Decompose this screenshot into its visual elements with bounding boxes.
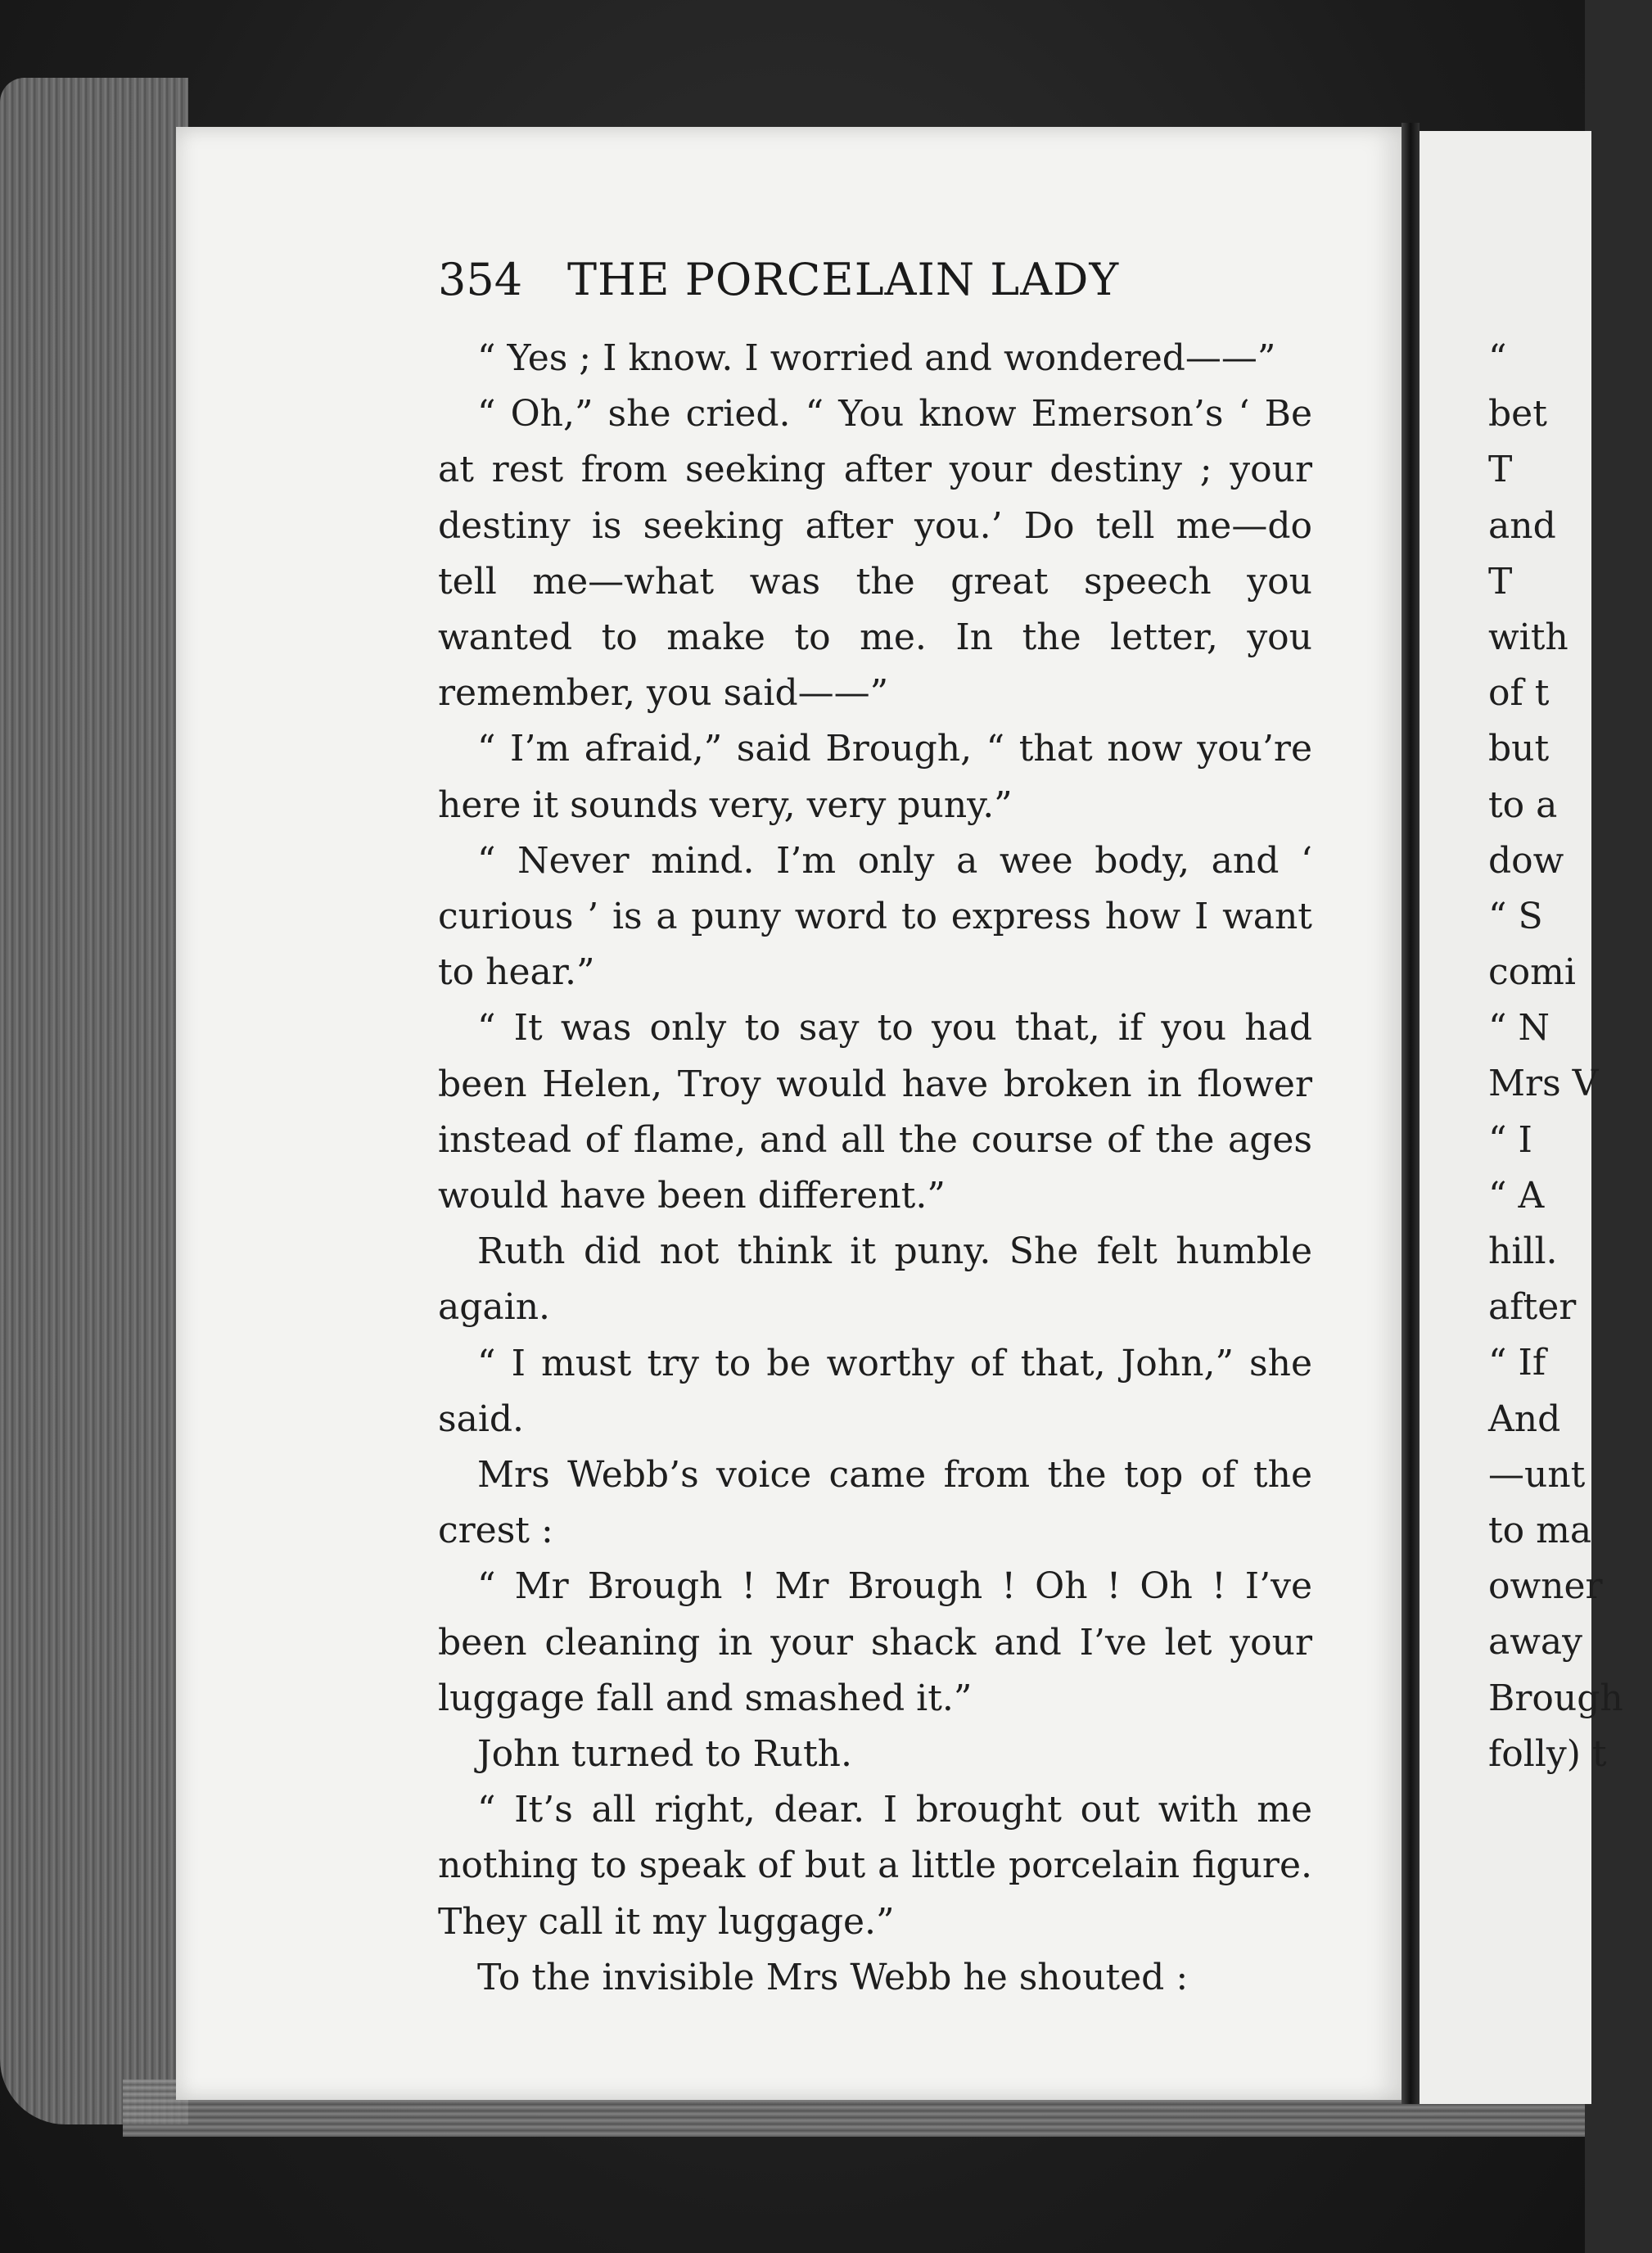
paragraph: “ Mr Brough ! Mr Brough ! Oh ! Oh ! I’ve been cleaning in your shack and I’ve let your luggage fall and smashed it.”	[438, 1565, 1312, 1719]
facing-page-text	[1488, 331, 1652, 1782]
paragraph: “ It’s all right, dear. I brought out with me nothing to speak of but a little porcelain figure. They call it my luggage.”	[438, 1789, 1312, 1943]
facing-page-line: “ If	[1488, 1342, 1546, 1384]
facing-page-line: “ S	[1488, 895, 1543, 937]
running-title: THE PORCELAIN LADY	[567, 254, 1120, 305]
facing-page-line: Mrs V	[1488, 1063, 1599, 1105]
facing-page-line: to a	[1488, 783, 1558, 826]
facing-page-line: but	[1488, 728, 1550, 770]
facing-page-line: bet	[1488, 393, 1547, 436]
facing-page-line: Brough	[1488, 1677, 1623, 1719]
paragraph: Ruth did not think it puny. She felt humble again.	[438, 1230, 1312, 1329]
paragraph: “ It was only to say to you that, if you had been Helen, Troy would have broken in flower instead of flame, and all the course of the ages would have been different.”	[438, 1007, 1312, 1217]
facing-page-line: —unt	[1488, 1453, 1586, 1496]
facing-page-line: dow	[1488, 839, 1564, 882]
facing-page-line: comi	[1488, 951, 1576, 994]
facing-page-line: folly) t	[1488, 1732, 1607, 1775]
paragraph: To the invisible Mrs Webb he shouted :	[477, 1956, 1189, 1998]
facing-page-line: to ma	[1488, 1509, 1592, 1551]
book-page-edges	[0, 78, 188, 2124]
facing-page-line: with	[1488, 616, 1568, 658]
facing-page-line: hill.	[1488, 1230, 1558, 1272]
facing-page-line: T	[1488, 449, 1513, 491]
paragraph: “ Oh,” she cried. “ You know Emerson’s ‘ Be at rest from seeking after your destiny ; your destiny is seeking after you.’ Do tell me—do tell me—what was the great speech you wanted to make to me. In the letter, you remember, you said——”	[438, 393, 1312, 715]
facing-page-line: after	[1488, 1286, 1577, 1329]
paragraph: John turned to Ruth.	[477, 1733, 853, 1776]
facing-page-line: and	[1488, 504, 1556, 547]
paragraph: “ Yes ; I know. I worried and wondered——”	[477, 337, 1276, 379]
facing-page-line: “ A	[1488, 1174, 1545, 1217]
paragraph: Mrs Webb’s voice came from the top of the crest :	[438, 1454, 1312, 1552]
facing-page-line: “ N	[1488, 1007, 1550, 1050]
paragraph: “ I must try to be worthy of that, John,” she said.	[438, 1342, 1312, 1440]
facing-page-line: And	[1488, 1397, 1561, 1440]
paragraph: “ Never mind. I’m only a wee body, and ‘ curious ’ is a puny word to express how I want to hear.”	[438, 839, 1312, 994]
facing-page-line: “	[1488, 337, 1507, 379]
facing-page-line: T	[1488, 560, 1513, 603]
page-header	[438, 254, 1322, 319]
paragraph: “ I’m afraid,” said Brough, “ that now you’re here it sounds very, very puny.”	[438, 728, 1312, 826]
facing-page-line: of t	[1488, 672, 1550, 715]
facing-page-line: “ I	[1488, 1118, 1532, 1161]
facing-page-line: owner	[1488, 1565, 1603, 1608]
body-text	[438, 331, 1312, 2006]
facing-page-line: away	[1488, 1621, 1582, 1664]
page-number: 354	[438, 254, 523, 305]
book-gutter	[1401, 123, 1420, 2104]
